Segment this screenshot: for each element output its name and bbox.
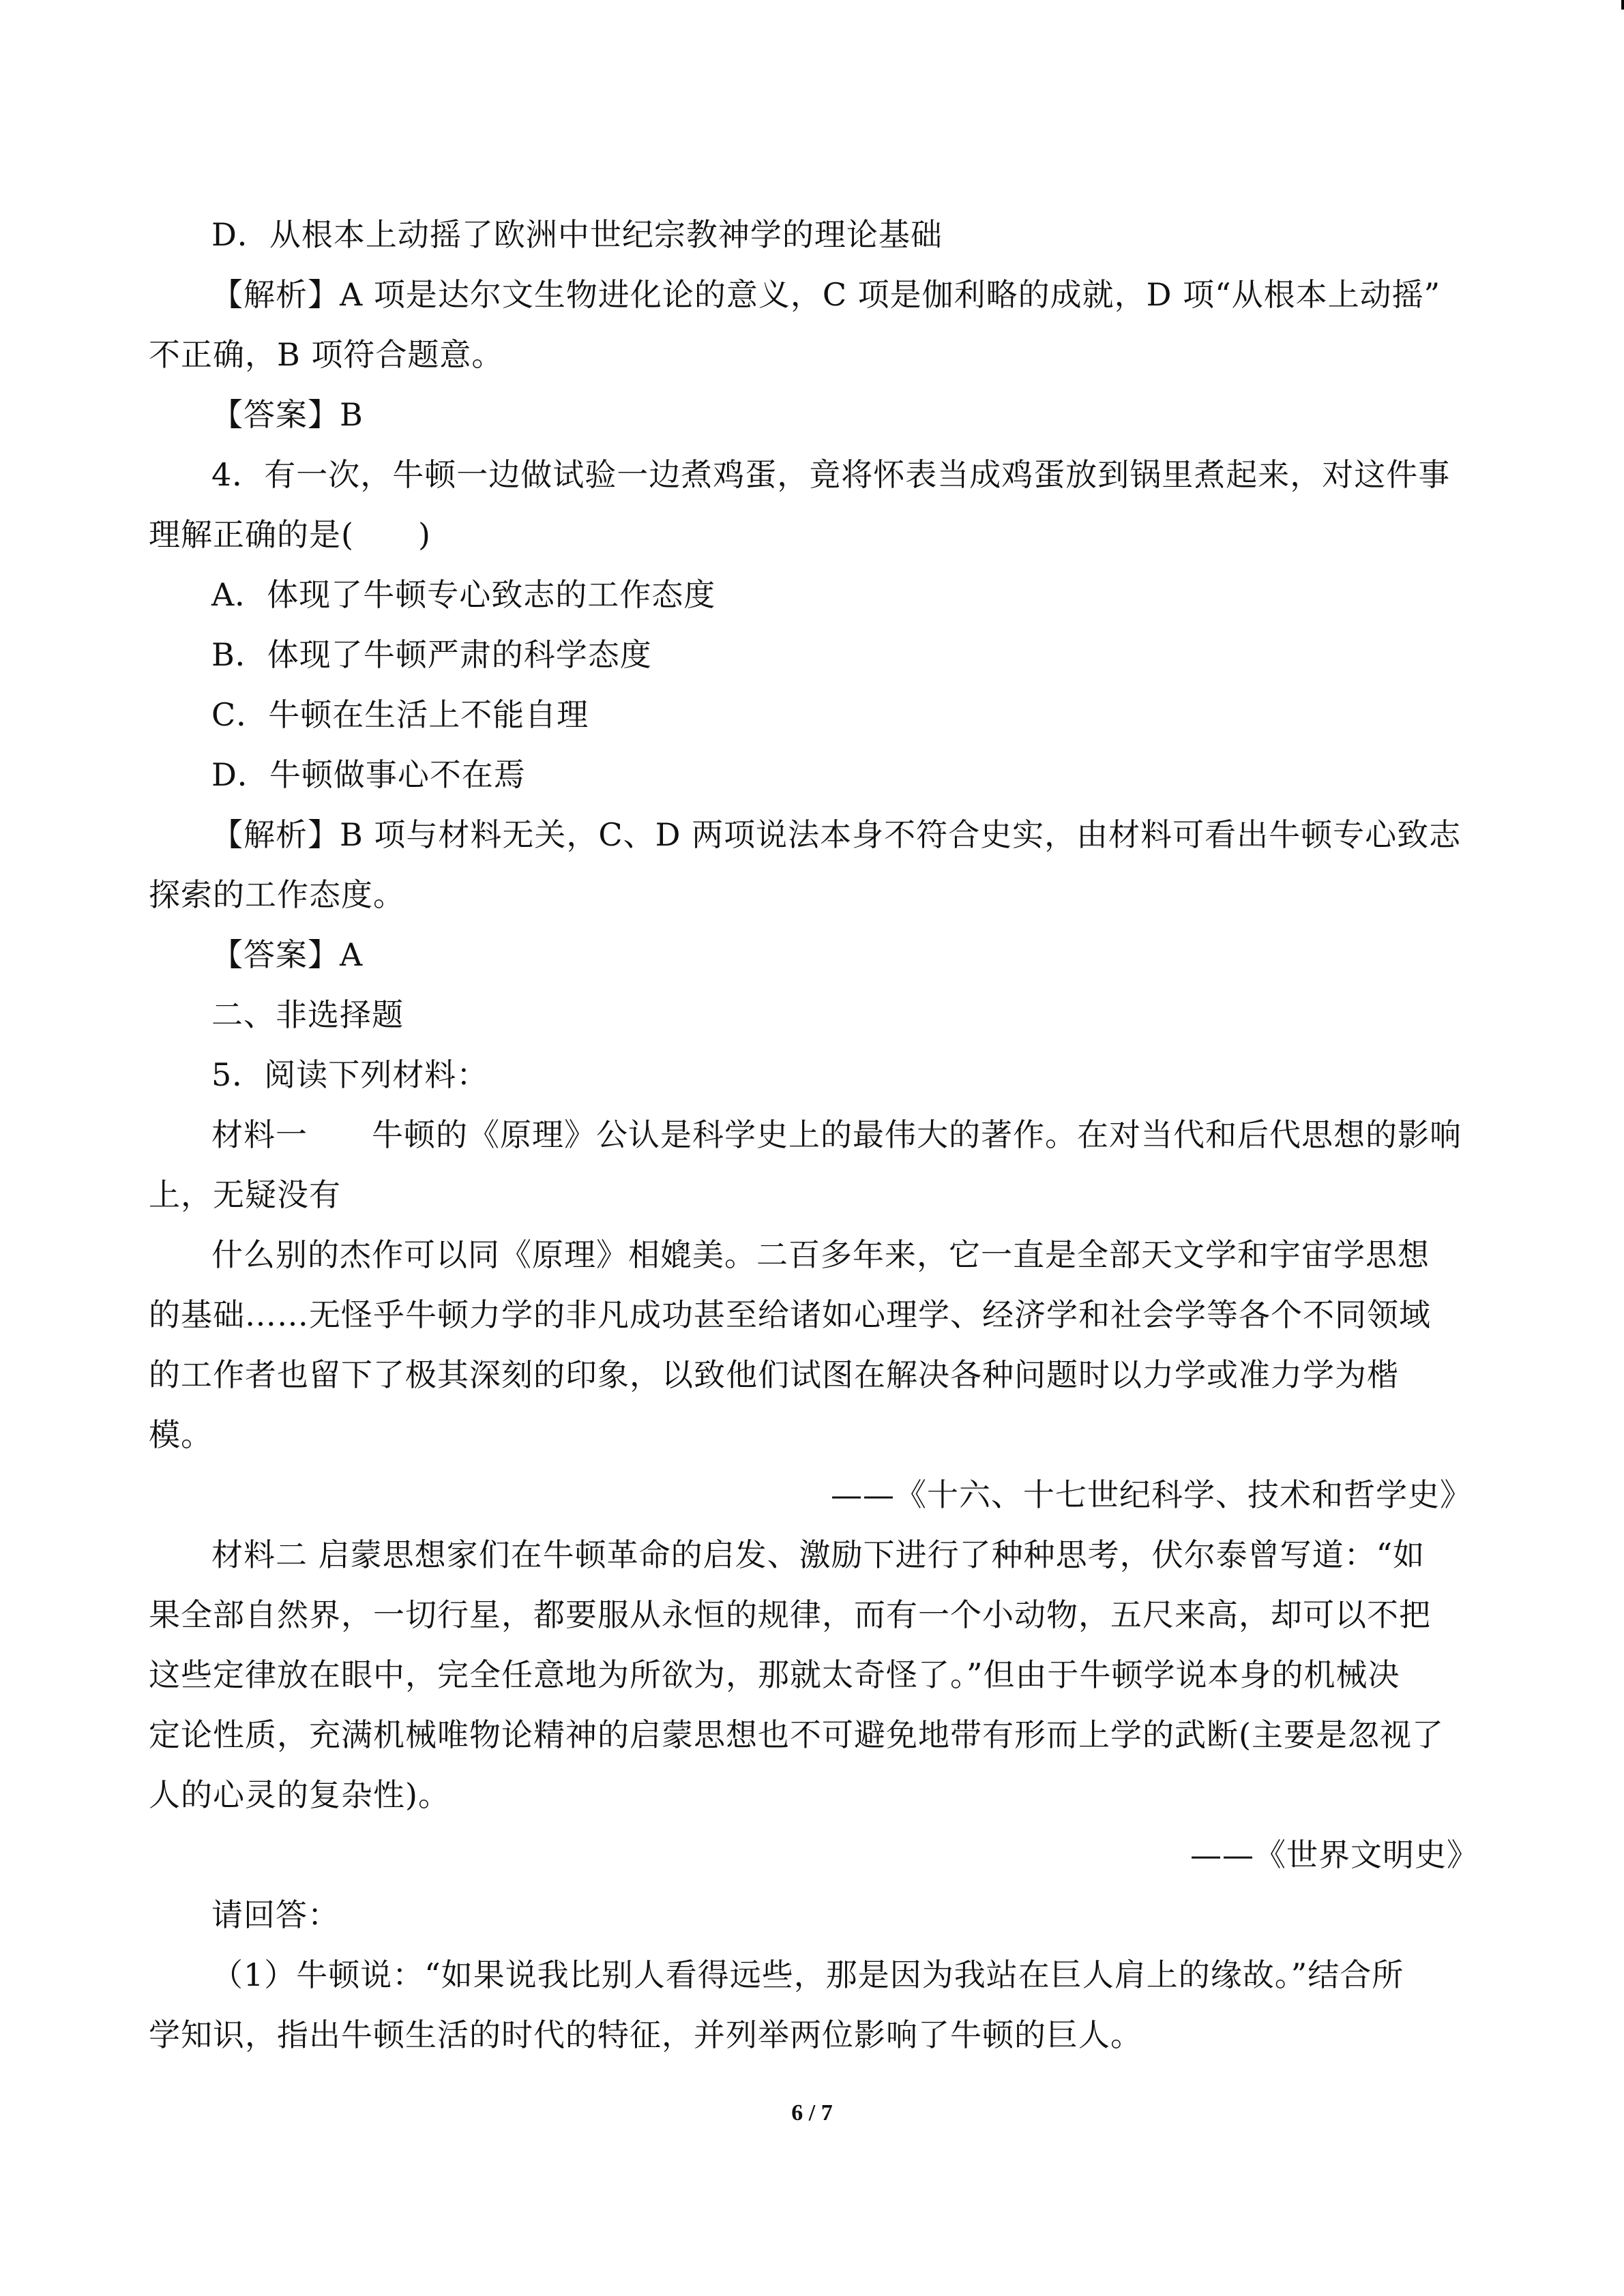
answer-q3: 【答案】B xyxy=(211,396,364,433)
material-2-line-3: 这些定律放在眼中，完全任意地为所欲为，那就太奇怪了。”但由于牛顿学说本身的机械决 xyxy=(149,1656,1400,1693)
option-b-q4: B．体现了牛顿严肃的科学态度 xyxy=(211,636,652,673)
material-1-line-4: 的基础……无怪乎牛顿力学的非凡成功甚至给诸如心理学、经济学和社会学等各个不同领域 xyxy=(149,1296,1431,1333)
please-answer: 请回答： xyxy=(211,1896,340,1933)
analysis-q3-line-2: 不正确，B 项符合题意。 xyxy=(149,336,504,373)
sub-question-1-line-2: 学知识，指出牛顿生活的时代的特征，并列举两位影响了牛顿的巨人。 xyxy=(149,2016,1142,2053)
material-2-line-1: 材料二 启蒙思想家们在牛顿革命的启发、激励下进行了种种思考，伏尔泰曾写道：“如 xyxy=(211,1536,1426,1573)
analysis-q4-line-1: 【解析】B 项与材料无关，C、D 两项说法本身不符合史实，由材料可看出牛顿专心致志 xyxy=(211,816,1462,853)
material-1-source: ——《十六、十七世纪科学、技术和哲学史》 xyxy=(831,1476,1472,1513)
corner-mark xyxy=(1621,0,1624,10)
analysis-q3-line-1: 【解析】A 项是达尔文生物进化论的意义，C 项是伽利略的成就，D 项“从根本上动摇” xyxy=(211,276,1441,313)
material-2-line-5: 人的心灵的复杂性)。 xyxy=(149,1776,450,1813)
answer-q4: 【答案】A xyxy=(211,936,364,973)
document-body xyxy=(149,205,1479,2065)
option-d-q4: D．牛顿做事心不在焉 xyxy=(211,756,526,793)
material-2-source: ——《世界文明史》 xyxy=(1190,1836,1479,1873)
sub-question-1-line-1: （1）牛顿说：“如果说我比别人看得远些，那是因为我站在巨人肩上的缘故。”结合所 xyxy=(211,1956,1404,1993)
analysis-q4-line-2: 探索的工作态度。 xyxy=(149,876,405,913)
option-a-q4: A．体现了牛顿专心致志的工作态度 xyxy=(211,576,716,613)
question-4-line-2: 理解正确的是( ) xyxy=(149,516,431,553)
option-d-q3: D．从根本上动摇了欧洲中世纪宗教神学的理论基础 xyxy=(211,216,943,253)
material-1-line-3: 什么别的杰作可以同《原理》相媲美。二百多年来，它一直是全部天文学和宇宙学思想 xyxy=(211,1236,1430,1273)
question-4-line-1: 4．有一次，牛顿一边做试验一边煮鸡蛋，竟将怀表当成鸡蛋放到锅里煮起来，对这件事 xyxy=(211,456,1451,493)
section-heading: 二、非选择题 xyxy=(211,996,404,1033)
material-1-line-1: 材料一 牛顿的《原理》公认是科学史上的最伟大的著作。在对当代和后代思想的影响 xyxy=(211,1116,1462,1153)
question-5-prompt: 5．阅读下列材料： xyxy=(211,1056,489,1093)
material-1-line-2: 上，无疑没有 xyxy=(149,1176,341,1213)
material-2-line-4: 定论性质，充满机械唯物论精神的启蒙思想也不可避免地带有形而上学的武断(主要是忽视了 xyxy=(149,1716,1444,1753)
option-c-q4: C．牛顿在生活上不能自理 xyxy=(211,696,589,733)
page-number: 6 / 7 xyxy=(791,2100,833,2126)
material-1-line-5: 的工作者也留下了极其深刻的印象，以致他们试图在解决各种问题时以力学或准力学为楷 xyxy=(149,1356,1399,1393)
material-1-line-6: 模。 xyxy=(149,1416,213,1453)
material-2-line-2: 果全部自然界，一切行星，都要服从永恒的规律，而有一个小动物，五尺来高，却可以不把 xyxy=(149,1596,1431,1633)
